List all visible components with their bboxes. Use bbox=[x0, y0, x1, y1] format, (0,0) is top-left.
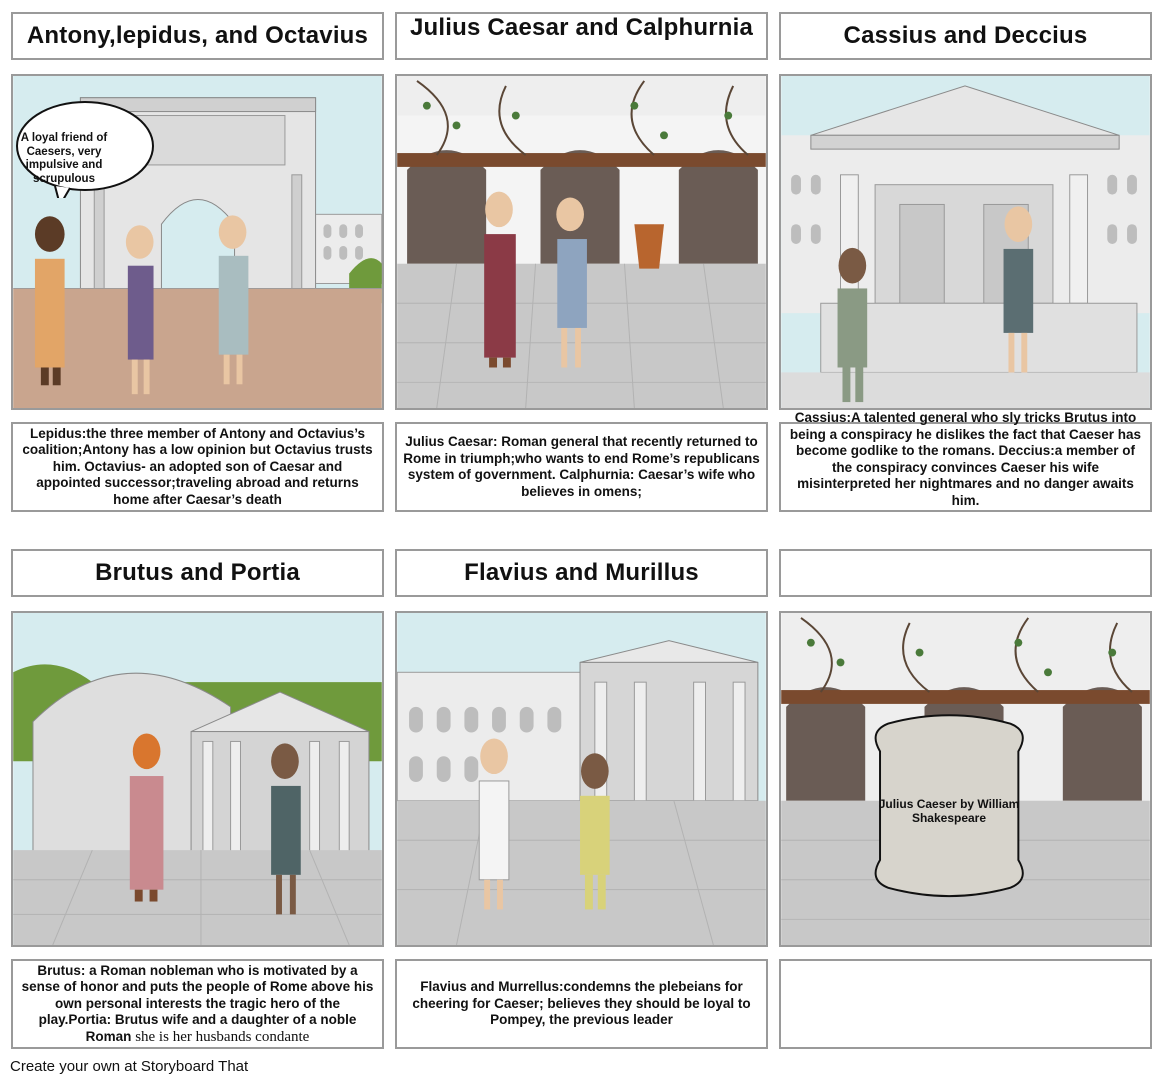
scene-panel-6 bbox=[779, 611, 1152, 947]
panel-title-2-text: Julius Caesar and Calphurnia bbox=[409, 14, 754, 41]
panel-description-5 bbox=[395, 959, 768, 1049]
panel-description-2 bbox=[395, 422, 768, 512]
panel-title-2 bbox=[395, 12, 768, 60]
title-card-scene bbox=[781, 613, 1150, 945]
speech-bubble-text: A loyal friend of Caesers, very impulsive and scrupulous bbox=[20, 132, 108, 185]
panel-title-4 bbox=[11, 549, 384, 597]
panel-description-1-text: Lepidus:the three member of Antony and Octavius’s coalition;Antony has a low opinion but Octavius trusts him. Octavius- an adopted son of Caesar and appointed successor;traveling abroad and returns home after Caesar’s death bbox=[22, 425, 373, 507]
figure-portia bbox=[130, 734, 164, 902]
scene-panel-3 bbox=[779, 74, 1152, 410]
temple-scene bbox=[781, 76, 1150, 408]
panel-title-5 bbox=[395, 549, 768, 597]
scroll-banner-text: Julius Caeser by William Shakespeare bbox=[878, 797, 1020, 825]
panel-description-4-text bbox=[19, 963, 376, 1046]
courtyard-scene bbox=[397, 76, 766, 408]
panel-title-5-text: Flavius and Murillus bbox=[464, 559, 699, 586]
panel-description-3-text: Cassius:A talented general who sly tricks Brutus into being a conspiracy he dislikes the fact that Caeser has become godlike to the romans. Deccius:a member of the conspiracy convinces Caeser his wife misinterpreted her nightmares and no danger awaits him. bbox=[789, 410, 1142, 508]
panel-description-5-text: Flavius and Murrellus:condemns the plebeians for cheering for Caeser; believes they should be loyal to Pompey, the previous leader bbox=[412, 979, 751, 1028]
panel-title-3-text: Cassius and Deccius bbox=[843, 22, 1088, 49]
panel-title-6 bbox=[779, 549, 1152, 597]
pantheon-scene bbox=[13, 613, 382, 945]
figure-calphurnia bbox=[484, 192, 516, 368]
scene-panel-2 bbox=[395, 74, 768, 410]
panel-description-4-main: Brutus: a Roman nobleman who is motivated by a sense of honor and puts the people of Rome above his own personal interests the tragic hero of the play.Portia: Brutus wife and a daughter of a noble Roman bbox=[21, 962, 374, 1044]
panel-description-2-text: Julius Caesar: Roman general that recently returned to Rome in triumph;who wants to end Rome’s republicans system of government. Calphurnia: Caesar’s wife who believes in omens; bbox=[403, 434, 760, 499]
panel-title-1 bbox=[11, 12, 384, 60]
panel-title-3 bbox=[779, 12, 1152, 60]
scene-panel-4 bbox=[11, 611, 384, 947]
panel-description-4 bbox=[11, 959, 384, 1049]
scene-panel-5 bbox=[395, 611, 768, 947]
panel-title-1-text: Antony,lepidus, and Octavius bbox=[26, 22, 369, 49]
panel-description-3 bbox=[779, 410, 1152, 512]
panel-description-1 bbox=[11, 422, 384, 512]
panel-title-4-text: Brutus and Portia bbox=[95, 559, 300, 586]
figure-antony bbox=[35, 216, 65, 385]
forum-scene bbox=[397, 613, 766, 945]
panel-description-6 bbox=[779, 959, 1152, 1049]
panel-description-4-tail: she is her husbands condante bbox=[135, 1028, 310, 1045]
storyboard-footer-link[interactable]: Create your own at Storyboard That bbox=[10, 1058, 249, 1075]
